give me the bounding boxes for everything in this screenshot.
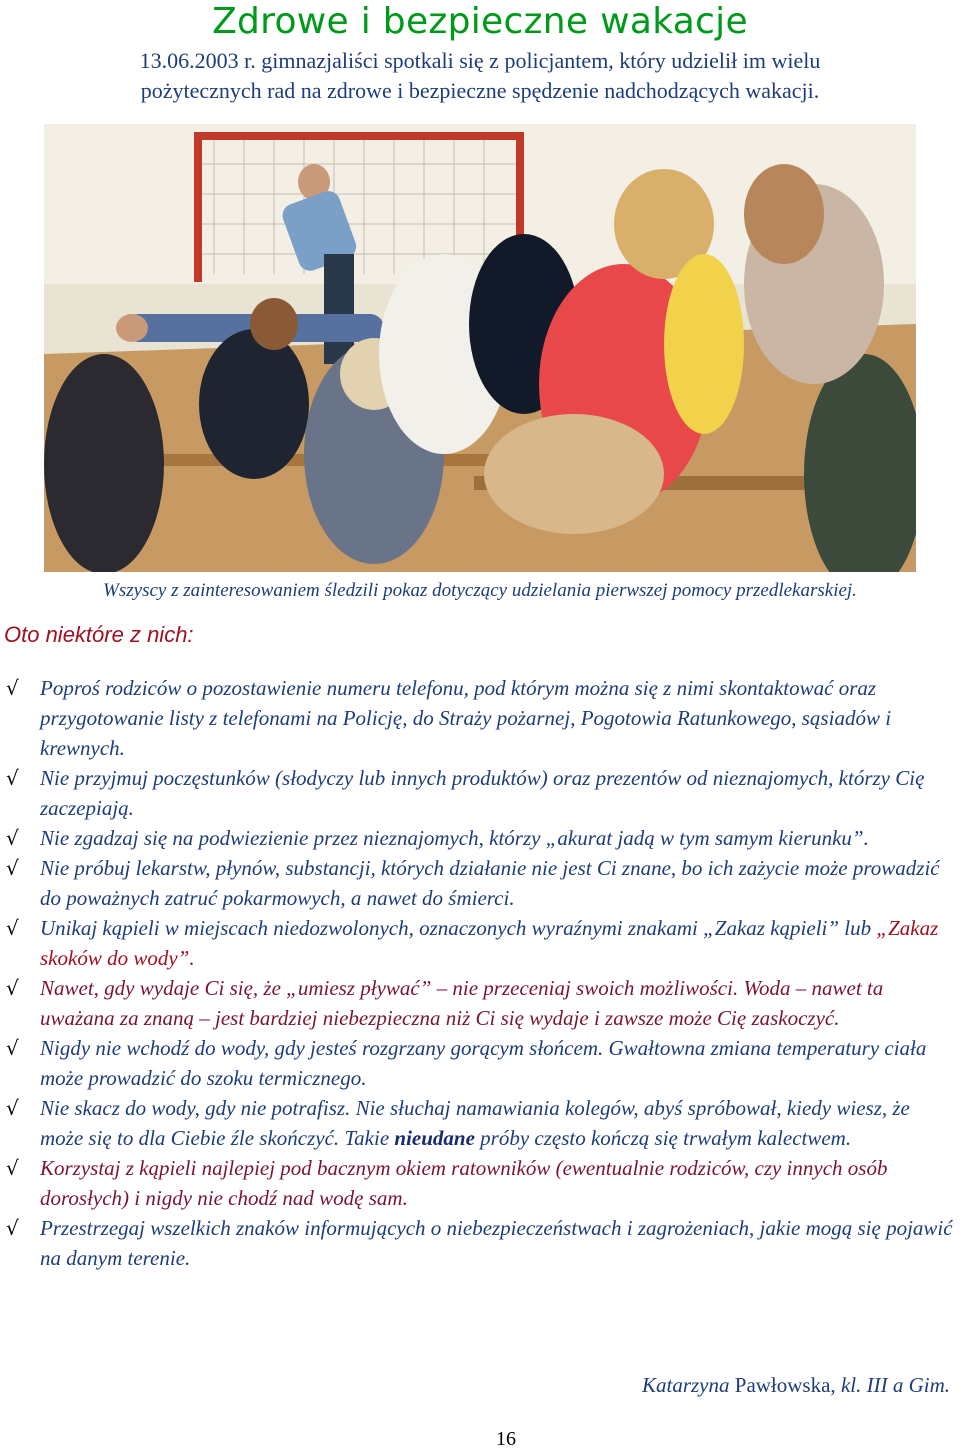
tip-item (6, 1033, 956, 1093)
page-title: Zdrowe i bezpieczne wakacje (212, 1, 748, 42)
tip-text (40, 1213, 956, 1273)
tip-text-part: Poproś rodziców o pozostawienie numeru telefonu, pod którym można się z nimi skontaktować oraz przygotowanie listy z telefonami na Policję, do Straży pożarnej, Pogotowia Ratunkowego, sąsiadów i krewnych. (40, 676, 892, 760)
tip-text-part: „Zakaz skoków do wody”. (40, 916, 939, 970)
tip-item (6, 853, 956, 913)
tip-text-part: Przestrzegaj wszelkich znaków informujących o niebezpieczeństwach i zagrożeniach, jakie mogą się pojawić na danym terenie. (40, 1216, 953, 1270)
intro-line-2: pożytecznych rad na zdrowe i bezpieczne spędzenie nadchodzących wakacji. (140, 78, 820, 103)
tips-lead: Oto niektóre z nich: (4, 622, 194, 647)
tip-text-part: nieudane (394, 1126, 475, 1150)
tip-text (40, 1153, 956, 1213)
checkmark-icon: √ (6, 1216, 19, 1240)
tip-text-part: próby często kończą się trwałym kalectwem. (474, 1126, 852, 1150)
tip-item (6, 1093, 956, 1153)
page-number: 16 (496, 1428, 516, 1450)
author-surname: Pawłowska, (734, 1373, 836, 1397)
tip-text-part: Nie zgadzaj się na podwiezienie przez nieznajomych, którzy „akurat jadą w tym samym kierunku”. (40, 826, 869, 850)
tip-text (40, 1033, 956, 1093)
tip-text-part: Nie próbuj lekarstw, płynów, substancji, których działanie nie jest Ci znane, bo ich zażycie może prowadzić do poważnych zatruć pokarmowych, a nawet do śmierci. (40, 856, 940, 910)
tip-item (6, 973, 956, 1033)
tip-text-part: Unikaj kąpieli w miejscach niedozwolonych, oznaczonych wyraźnymi znakami „Zakaz kąpieli” lub (40, 916, 877, 940)
checkmark-icon: √ (6, 916, 19, 940)
tip-item (6, 823, 956, 853)
tip-item (6, 913, 956, 973)
tip-item (6, 1153, 956, 1213)
checkmark-icon: √ (6, 826, 19, 850)
tip-text (40, 763, 956, 823)
tip-text-part: Nigdy nie wchodź do wody, gdy jesteś rozgrzany gorącym słońcem. Gwałtowna zmiana temperatury ciała może prowadzić do szoku termicznego. (40, 1036, 927, 1090)
tip-text-part: Nawet, gdy wydaje Ci się, że „umiesz pływać” – nie przeceniaj swoich możliwości. Woda – nawet ta uważana za znaną – jest bardziej niebezpieczna niż Ci się wydaje i zawsze może Cię zaskoczyć. (40, 976, 884, 1030)
tip-text-part: Nie skacz do wody, gdy nie potrafisz. Nie słuchaj namawiania kolegów, abyś spróbował, kiedy wiesz, że może się to dla Ciebie źle skończyć. Takie (40, 1096, 910, 1150)
checkmark-icon: √ (6, 766, 19, 790)
tip-item (6, 763, 956, 823)
tip-item (6, 673, 956, 763)
intro-paragraph (0, 46, 960, 106)
tip-text (40, 913, 956, 973)
photo-caption: Wszyscy z zainteresowaniem śledzili pokaz dotyczący udzielania pierwszej pomocy przedlekarskiej. (103, 580, 857, 601)
tip-text-part: Korzystaj z kąpieli najlepiej pod bacznym okiem ratowników (ewentualnie rodziców, czy innych osób dorosłych) i nigdy nie chodź nad wodę sam. (40, 1156, 888, 1210)
checkmark-icon: √ (6, 976, 19, 1000)
tip-text (40, 823, 956, 853)
author-class: kl. III a Gim. (840, 1373, 950, 1397)
tip-text (40, 853, 956, 913)
author-signature (642, 1370, 950, 1400)
checkmark-icon: √ (6, 1096, 19, 1120)
intro-line-1: 13.06.2003 r. gimnazjaliści spotkali się z policjantem, który udzielił im wielu (139, 48, 821, 73)
checkmark-icon: √ (6, 856, 19, 880)
tip-item (6, 1213, 956, 1273)
checkmark-icon: √ (6, 1036, 19, 1060)
tip-text-part: Nie przyjmuj poczęstunków (słodyczy lub innych produktów) oraz prezentów od nieznajomych, którzy Cię zaczepiają. (40, 766, 925, 820)
tip-text (40, 973, 956, 1033)
tip-text (40, 673, 956, 763)
checkmark-icon: √ (6, 1156, 19, 1180)
tips-list (6, 673, 956, 1273)
tip-text (40, 1093, 956, 1153)
author-first-name: Katarzyna (642, 1373, 730, 1397)
checkmark-icon: √ (6, 676, 19, 700)
photo-icon (44, 124, 916, 572)
event-photo (44, 124, 916, 572)
